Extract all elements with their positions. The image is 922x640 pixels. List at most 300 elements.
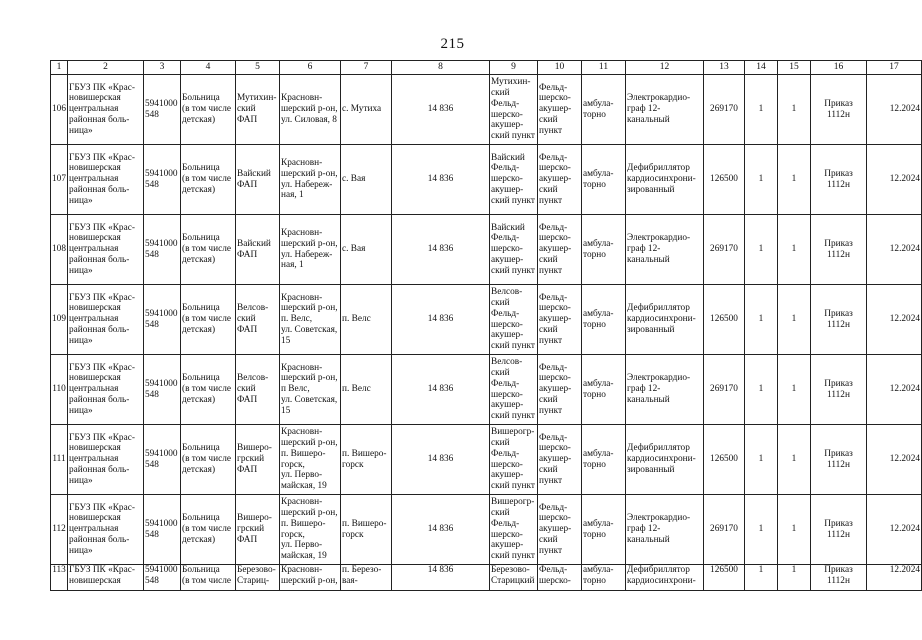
header-cell: 17 xyxy=(867,61,922,75)
address-cell xyxy=(280,425,341,495)
header-cell: 6 xyxy=(280,61,341,75)
price-cell-text: 126500 xyxy=(710,314,738,325)
equipment-cell-text: Дефибриллятор кардиосинхрони- xyxy=(627,565,696,586)
quantity-cell xyxy=(778,565,811,591)
department-cell-text: Березово- Старицкий xyxy=(491,565,535,586)
table-row xyxy=(51,75,922,145)
quantity-cell xyxy=(745,285,778,355)
code-cell xyxy=(144,495,181,565)
facility-type-cell xyxy=(181,565,236,591)
quantity-cell xyxy=(745,75,778,145)
quantity-cell-text: 1 xyxy=(791,244,797,255)
address-cell xyxy=(280,565,341,591)
row-number xyxy=(51,215,68,285)
cell-clip xyxy=(491,565,536,590)
organization-cell-text: ГБУЗ ПК «Крас- новишерская центральная районная боль- ница» xyxy=(69,502,135,556)
locality-cell xyxy=(341,285,392,355)
organization-cell xyxy=(68,495,144,565)
unit-cell xyxy=(236,215,280,285)
organization-cell-text: ГБУЗ ПК «Крас- новишерская центральная районная боль- ница» xyxy=(69,362,135,416)
address-cell-text: Красновн- шерский р-он, ул. Набереж- ная, 1 xyxy=(281,227,338,271)
code-cell xyxy=(144,145,181,215)
row-number xyxy=(51,75,68,145)
department-cell-text: Вишерогр- ский Фельд- шерско- акушер- ский пункт xyxy=(491,497,535,562)
subunit-cell xyxy=(538,495,582,565)
date-cell-text: 12.2024 xyxy=(889,314,920,325)
care-form-cell xyxy=(582,495,626,565)
unit-cell-text: Мутихин- ский ФАП xyxy=(237,93,277,125)
population-cell xyxy=(392,495,490,565)
order-cell xyxy=(811,355,867,425)
row-number-text: 107 xyxy=(52,174,66,185)
unit-cell xyxy=(236,355,280,425)
organization-cell xyxy=(68,425,144,495)
header-cell: 9 xyxy=(490,61,538,75)
quantity-cell xyxy=(778,285,811,355)
care-form-cell-text: амбула- торно xyxy=(583,518,614,540)
date-cell-text: 12.2024 xyxy=(889,454,920,465)
facility-type-cell xyxy=(181,425,236,495)
order-cell-text: Приказ 1112н xyxy=(824,378,853,400)
population-cell xyxy=(392,285,490,355)
facility-type-cell-text: Больница (в том числе детская) xyxy=(182,163,231,195)
population-cell xyxy=(392,75,490,145)
department-cell xyxy=(490,565,538,591)
locality-cell xyxy=(341,565,392,591)
code-cell-text: 5941000 548 xyxy=(145,98,178,120)
row-number xyxy=(51,285,68,355)
order-cell xyxy=(811,75,867,145)
locality-cell-text: п. Вишеро- горск xyxy=(342,518,387,540)
address-cell xyxy=(280,495,341,565)
care-form-cell-text: амбула- торно xyxy=(583,168,614,190)
equipment-cell-text: Дефибриллятор кардиосинхрони- зированный xyxy=(627,163,696,195)
address-cell xyxy=(280,285,341,355)
equipment-cell-text: Дефибриллятор кардиосинхрони- зированный xyxy=(627,303,696,335)
equipment-cell xyxy=(626,355,704,425)
cell-clip xyxy=(52,565,66,590)
quantity-cell-text: 1 xyxy=(791,454,797,465)
row-number xyxy=(51,355,68,425)
order-cell xyxy=(811,495,867,565)
date-cell xyxy=(867,355,922,425)
code-cell xyxy=(144,75,181,145)
code-cell-text: 5941000 548 xyxy=(145,238,178,260)
locality-cell-text: п. Велс xyxy=(342,384,371,395)
quantity-cell-text: 1 xyxy=(791,565,797,575)
population-cell-text: 14 836 xyxy=(427,174,454,185)
organization-cell xyxy=(68,75,144,145)
quantity-cell-text: 1 xyxy=(758,174,764,185)
cell-clip xyxy=(342,565,390,590)
date-cell xyxy=(867,215,922,285)
equipment-cell-text: Электрокардио- граф 12- канальный xyxy=(627,93,691,125)
subunit-cell xyxy=(538,565,582,591)
date-cell-text: 12.2024 xyxy=(889,384,920,395)
cell-clip xyxy=(237,565,278,590)
unit-cell xyxy=(236,565,280,591)
cell-clip xyxy=(145,565,179,590)
quantity-cell-text: 1 xyxy=(791,174,797,185)
header-cell: 13 xyxy=(704,61,745,75)
date-cell xyxy=(867,495,922,565)
organization-cell xyxy=(68,565,144,591)
cell-clip xyxy=(779,565,809,590)
care-form-cell xyxy=(582,355,626,425)
department-cell xyxy=(490,495,538,565)
organization-cell-text: ГБУЗ ПК «Крас- новишерская центральная районная боль- ница» xyxy=(69,432,135,486)
code-cell-text: 5941000 548 xyxy=(145,565,178,586)
department-cell-text: Вишерогр- ский Фельд- шерско- акушер- ский пункт xyxy=(491,427,535,492)
cell-clip xyxy=(539,565,580,590)
department-cell-text: Вайский Фельд- шерско- акушер- ский пункт xyxy=(491,222,535,276)
address-cell-text: Красновн- шерский р-он, ул. Силовая, 8 xyxy=(281,93,338,125)
cell-clip xyxy=(812,565,865,590)
date-cell-text: 12.2024 xyxy=(889,565,920,575)
row-number xyxy=(51,425,68,495)
address-cell-text: Красновн- шерский р-он, п. Вишеро- горск, ул. Перво- майская, 19 xyxy=(281,497,338,562)
row-number xyxy=(51,565,68,591)
population-cell-text: 14 836 xyxy=(427,454,454,465)
facility-type-cell-text: Больница (в том числе детская) xyxy=(182,303,231,335)
quantity-cell xyxy=(778,145,811,215)
subunit-cell-text: Фельд- шерско- акушер- ский пункт xyxy=(539,362,572,416)
quantity-cell xyxy=(778,355,811,425)
order-cell xyxy=(811,215,867,285)
unit-cell xyxy=(236,145,280,215)
table-row xyxy=(51,355,922,425)
care-form-cell xyxy=(582,75,626,145)
price-cell-text: 126500 xyxy=(710,565,738,575)
price-cell-text: 269170 xyxy=(710,524,738,535)
care-form-cell xyxy=(582,215,626,285)
address-cell-text: Красновн- шерский р-он, ул. Набереж- ная, 1 xyxy=(281,157,338,201)
cell-clip xyxy=(393,565,488,590)
quantity-cell-text: 1 xyxy=(758,314,764,325)
population-cell xyxy=(392,145,490,215)
population-cell-text: 14 836 xyxy=(427,244,454,255)
quantity-cell xyxy=(745,215,778,285)
subunit-cell xyxy=(538,355,582,425)
subunit-cell-text: Фельд- шерско- акушер- ский пункт xyxy=(539,432,572,486)
header-cell: 5 xyxy=(236,61,280,75)
facility-type-cell xyxy=(181,495,236,565)
address-cell xyxy=(280,75,341,145)
price-cell xyxy=(704,425,745,495)
facility-type-cell xyxy=(181,285,236,355)
header-cell: 2 xyxy=(68,61,144,75)
quantity-cell xyxy=(745,355,778,425)
order-cell-text: Приказ 1112н xyxy=(824,238,853,260)
price-cell xyxy=(704,565,745,591)
quantity-cell-text: 1 xyxy=(791,314,797,325)
price-cell xyxy=(704,495,745,565)
locality-cell xyxy=(341,145,392,215)
order-cell-text: Приказ 1112н xyxy=(824,565,853,586)
address-cell xyxy=(280,145,341,215)
organization-cell-text: ГБУЗ ПК «Крас- новишерская центральная районная боль- ница» xyxy=(69,292,135,346)
header-cell: 10 xyxy=(538,61,582,75)
cell-clip xyxy=(69,565,142,590)
facility-type-cell-text: Больница (в том числе детская) xyxy=(182,93,231,125)
population-cell xyxy=(392,355,490,425)
row-number xyxy=(51,145,68,215)
price-cell xyxy=(704,285,745,355)
table-row xyxy=(51,425,922,495)
quantity-cell xyxy=(778,215,811,285)
subunit-cell-text: Фельд- шерско- акушер- ский пункт xyxy=(539,502,572,556)
care-form-cell-text: амбула- торно xyxy=(583,565,614,586)
address-cell-text: Красновн- шерский р-он, п. Велс, ул. Советская, 15 xyxy=(281,292,338,346)
price-cell-text: 269170 xyxy=(710,244,738,255)
equipment-cell xyxy=(626,565,704,591)
equipment-cell xyxy=(626,425,704,495)
unit-cell-text: Велсов- ский ФАП xyxy=(237,303,269,335)
equipment-cell xyxy=(626,495,704,565)
locality-cell-text: с. Вая xyxy=(342,244,366,255)
organization-cell xyxy=(68,355,144,425)
unit-cell xyxy=(236,285,280,355)
row-number-text: 112 xyxy=(52,524,66,535)
care-form-cell-text: амбула- торно xyxy=(583,238,614,260)
subunit-cell-text: Фельд- шерско- акушер- ский пункт xyxy=(539,292,572,346)
header-cell: 12 xyxy=(626,61,704,75)
facility-type-cell xyxy=(181,145,236,215)
code-cell-text: 5941000 548 xyxy=(145,168,178,190)
table-row xyxy=(51,145,922,215)
quantity-cell-text: 1 xyxy=(758,524,764,535)
header-cell: 7 xyxy=(341,61,392,75)
subunit-cell xyxy=(538,145,582,215)
code-cell-text: 5941000 548 xyxy=(145,448,178,470)
price-cell-text: 269170 xyxy=(710,384,738,395)
unit-cell-text: Вайский ФАП xyxy=(237,238,271,260)
quantity-cell xyxy=(778,75,811,145)
row-number-text: 109 xyxy=(52,314,66,325)
locality-cell xyxy=(341,215,392,285)
care-form-cell xyxy=(582,565,626,591)
order-cell xyxy=(811,285,867,355)
organization-cell xyxy=(68,145,144,215)
row-number-text: 110 xyxy=(52,384,66,395)
facility-type-cell-text: Больница (в том числе детская) xyxy=(182,373,231,405)
facility-type-cell xyxy=(181,215,236,285)
price-cell xyxy=(704,75,745,145)
table-row xyxy=(51,215,922,285)
subunit-cell xyxy=(538,215,582,285)
care-form-cell xyxy=(582,145,626,215)
header-cell: 15 xyxy=(778,61,811,75)
quantity-cell-text: 1 xyxy=(791,384,797,395)
care-form-cell-text: амбула- торно xyxy=(583,448,614,470)
code-cell xyxy=(144,215,181,285)
address-cell xyxy=(280,355,341,425)
facility-type-cell-text: Больница (в том числе xyxy=(182,565,231,586)
department-cell xyxy=(490,75,538,145)
order-cell-text: Приказ 1112н xyxy=(824,168,853,190)
department-cell xyxy=(490,285,538,355)
unit-cell-text: Вишеро- грский ФАП xyxy=(237,513,272,545)
subunit-cell xyxy=(538,75,582,145)
equipment-cell-text: Электрокардио- граф 12- канальный xyxy=(627,513,691,545)
subunit-cell xyxy=(538,285,582,355)
subunit-cell-text: Фельд- шерско- акушер- ский пункт xyxy=(539,152,572,206)
organization-cell-text: ГБУЗ ПК «Крас- новишерская xyxy=(69,565,135,586)
date-cell-text: 12.2024 xyxy=(889,244,920,255)
unit-cell-text: Березово- Стариц- xyxy=(237,565,276,586)
equipment-cell xyxy=(626,285,704,355)
quantity-cell-text: 1 xyxy=(758,384,764,395)
department-cell-text: Велсов- ский Фельд- шерско- акушер- ский пункт xyxy=(491,287,535,352)
date-cell xyxy=(867,145,922,215)
subunit-cell xyxy=(538,425,582,495)
order-cell-text: Приказ 1112н xyxy=(824,308,853,330)
unit-cell xyxy=(236,425,280,495)
facility-type-cell-text: Больница (в том числе детская) xyxy=(182,233,231,265)
table-row xyxy=(51,285,922,355)
quantity-cell-text: 1 xyxy=(758,454,764,465)
locality-cell xyxy=(341,355,392,425)
unit-cell xyxy=(236,495,280,565)
order-cell xyxy=(811,565,867,591)
date-cell-text: 12.2024 xyxy=(889,524,920,535)
population-cell-text: 14 836 xyxy=(427,314,454,325)
organization-cell xyxy=(68,215,144,285)
quantity-cell xyxy=(745,495,778,565)
quantity-cell xyxy=(778,495,811,565)
unit-cell xyxy=(236,75,280,145)
price-cell xyxy=(704,145,745,215)
date-cell xyxy=(867,285,922,355)
table-row xyxy=(51,495,922,565)
order-cell xyxy=(811,145,867,215)
header-row xyxy=(51,61,922,75)
row-number xyxy=(51,495,68,565)
header-cell: 1 xyxy=(51,61,68,75)
care-form-cell-text: амбула- торно xyxy=(583,98,614,120)
code-cell-text: 5941000 548 xyxy=(145,518,178,540)
header-cell: 16 xyxy=(811,61,867,75)
order-cell-text: Приказ 1112н xyxy=(824,448,853,470)
locality-cell xyxy=(341,425,392,495)
price-cell-text: 269170 xyxy=(710,104,738,115)
equipment-cell-text: Электрокардио- граф 12- канальный xyxy=(627,373,691,405)
department-cell-text: Вайский Фельд- шерско- акушер- ский пункт xyxy=(491,152,535,206)
organization-cell-text: ГБУЗ ПК «Крас- новишерская центральная районная боль- ница» xyxy=(69,152,135,206)
quantity-cell-text: 1 xyxy=(758,244,764,255)
facility-type-cell xyxy=(181,75,236,145)
equipment-table xyxy=(50,60,922,591)
table-body xyxy=(51,61,922,591)
department-cell-text: Велсов- ский Фельд- шерско- акушер- ский пункт xyxy=(491,357,535,422)
department-cell-text: Мутихин- ский Фельд- шерско- акушер- ский пункт xyxy=(491,77,535,142)
care-form-cell-text: амбула- торно xyxy=(583,308,614,330)
facility-type-cell-text: Больница (в том числе детская) xyxy=(182,443,231,475)
equipment-cell xyxy=(626,145,704,215)
row-number-text: 106 xyxy=(52,104,66,115)
locality-cell-text: с. Вая xyxy=(342,174,366,185)
price-cell xyxy=(704,215,745,285)
code-cell-text: 5941000 548 xyxy=(145,378,178,400)
date-cell xyxy=(867,565,922,591)
locality-cell-text: с. Мутиха xyxy=(342,104,382,115)
organization-cell xyxy=(68,285,144,355)
facility-type-cell-text: Больница (в том числе детская) xyxy=(182,513,231,545)
date-cell xyxy=(867,75,922,145)
department-cell xyxy=(490,215,538,285)
population-cell-text: 14 836 xyxy=(427,104,454,115)
date-cell-text: 12.2024 xyxy=(889,104,920,115)
price-cell-text: 126500 xyxy=(710,174,738,185)
cell-clip xyxy=(281,565,339,590)
date-cell xyxy=(867,425,922,495)
code-cell xyxy=(144,285,181,355)
locality-cell xyxy=(341,495,392,565)
date-cell-text: 12.2024 xyxy=(889,174,920,185)
header-cell: 11 xyxy=(582,61,626,75)
unit-cell-text: Велсов- ский ФАП xyxy=(237,373,269,405)
cell-clip xyxy=(583,565,624,590)
quantity-cell-text: 1 xyxy=(758,565,764,575)
cell-clip xyxy=(705,565,743,590)
locality-cell xyxy=(341,75,392,145)
unit-cell-text: Вишеро- грский ФАП xyxy=(237,443,272,475)
cell-clip xyxy=(182,565,234,590)
order-cell xyxy=(811,425,867,495)
address-cell-text: Красновн- шерский р-он, xyxy=(281,565,338,586)
subunit-cell-text: Фельд- шерско- акушер- ский пункт xyxy=(539,222,572,276)
equipment-cell-text: Дефибриллятор кардиосинхрони- зированный xyxy=(627,443,696,475)
locality-cell-text: п. Велс xyxy=(342,314,371,325)
address-cell xyxy=(280,215,341,285)
price-cell-text: 126500 xyxy=(710,454,738,465)
code-cell-text: 5941000 548 xyxy=(145,308,178,330)
locality-cell-text: п. Березо- вая- xyxy=(342,565,382,586)
header-cell: 3 xyxy=(144,61,181,75)
row-number-text: 108 xyxy=(52,244,66,255)
population-cell-text: 14 836 xyxy=(427,524,454,535)
population-cell xyxy=(392,565,490,591)
header-cell: 4 xyxy=(181,61,236,75)
care-form-cell xyxy=(582,425,626,495)
organization-cell-text: ГБУЗ ПК «Крас- новишерская центральная районная боль- ница» xyxy=(69,222,135,276)
organization-cell-text: ГБУЗ ПК «Крас- новишерская центральная районная боль- ница» xyxy=(69,82,135,136)
population-cell-text: 14 836 xyxy=(427,565,454,575)
cell-clip xyxy=(746,565,776,590)
table-row xyxy=(51,565,922,591)
row-number-text: 113 xyxy=(52,565,66,575)
quantity-cell-text: 1 xyxy=(791,104,797,115)
quantity-cell-text: 1 xyxy=(758,104,764,115)
equipment-cell xyxy=(626,75,704,145)
quantity-cell xyxy=(778,425,811,495)
department-cell xyxy=(490,355,538,425)
page-number: 215 xyxy=(440,36,465,52)
address-cell-text: Красновн- шерский р-он, п Велс, ул. Советская, 15 xyxy=(281,362,338,416)
subunit-cell-text: Фельд- шерско- xyxy=(539,565,571,586)
care-form-cell xyxy=(582,285,626,355)
facility-type-cell xyxy=(181,355,236,425)
quantity-cell xyxy=(745,565,778,591)
order-cell-text: Приказ 1112н xyxy=(824,98,853,120)
equipment-cell-text: Электрокардио- граф 12- канальный xyxy=(627,233,691,265)
code-cell xyxy=(144,565,181,591)
population-cell xyxy=(392,215,490,285)
cell-clip xyxy=(868,565,920,590)
price-cell xyxy=(704,355,745,425)
order-cell-text: Приказ 1112н xyxy=(824,518,853,540)
care-form-cell-text: амбула- торно xyxy=(583,378,614,400)
